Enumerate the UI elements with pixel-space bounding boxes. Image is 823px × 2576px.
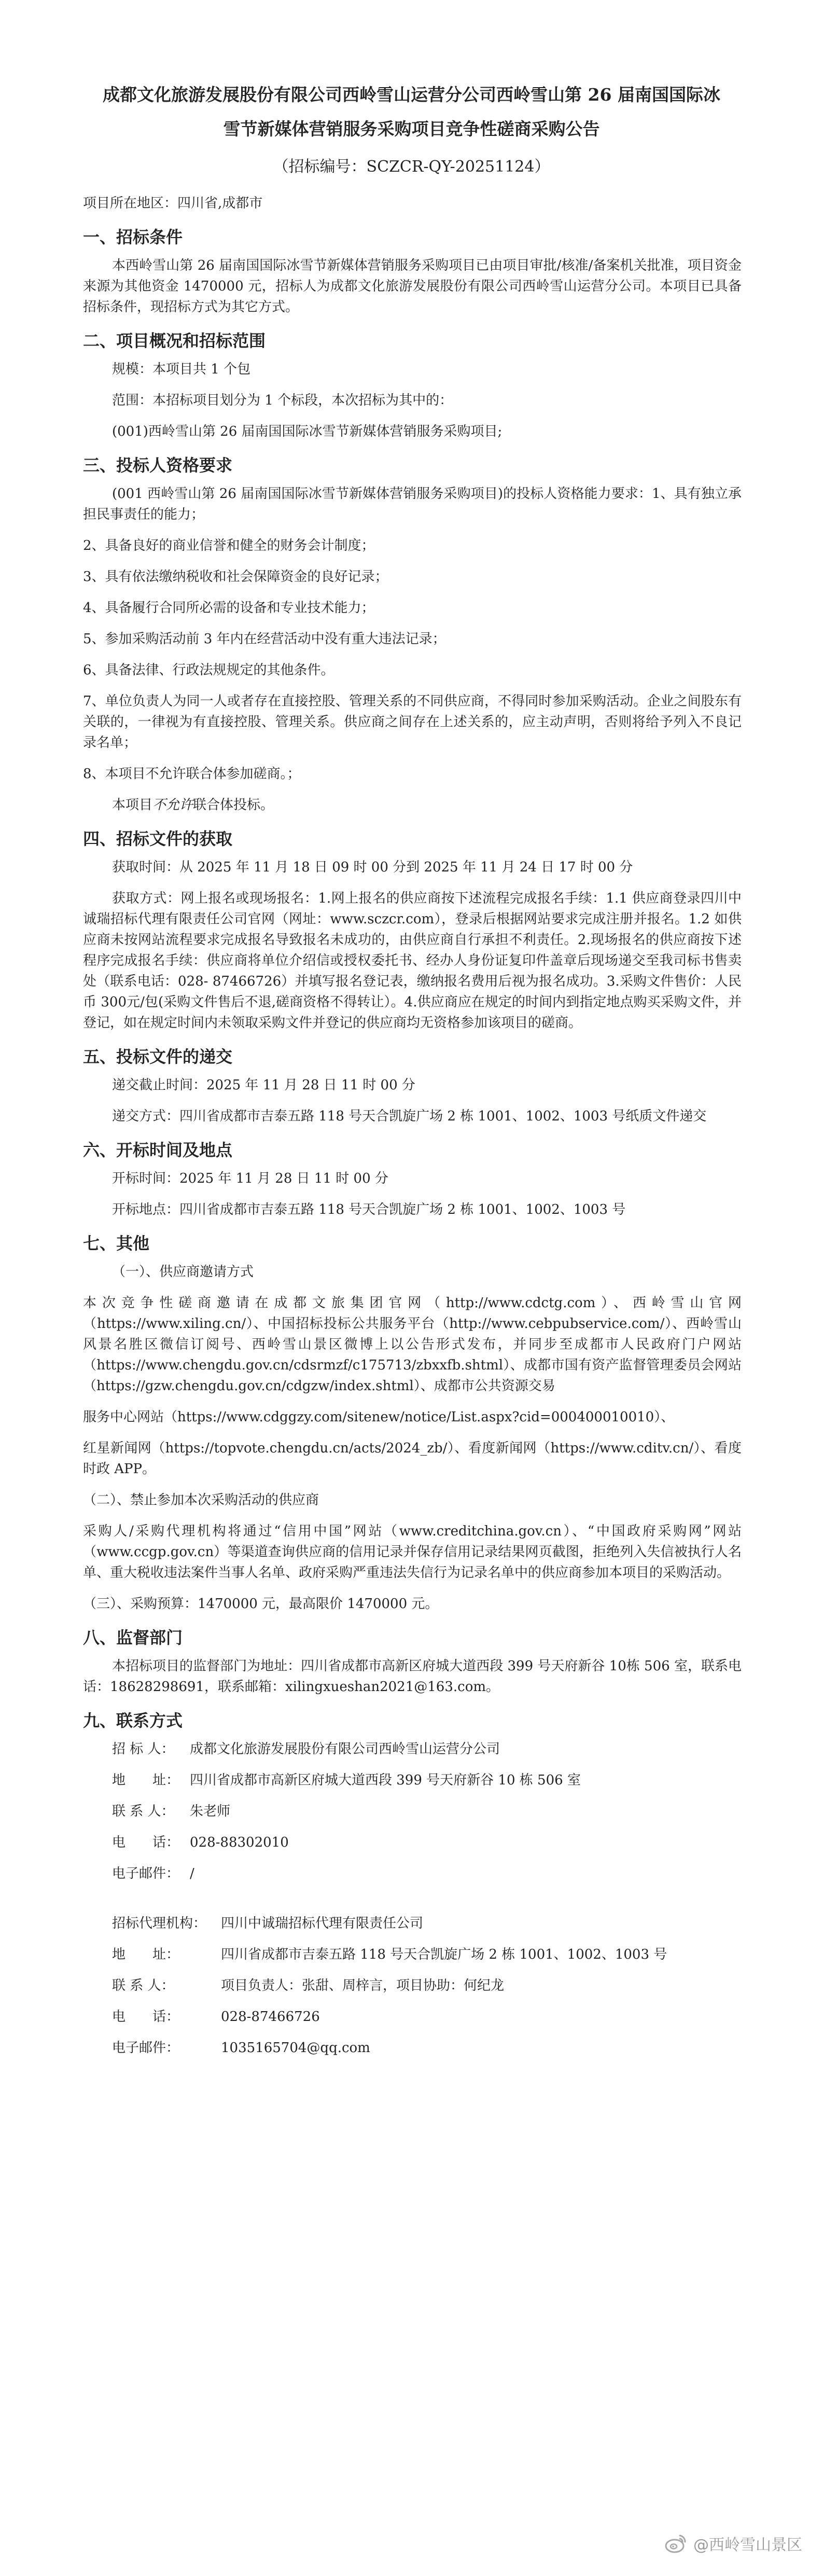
bid-submission-method: 递交方式：四川省成都市吉泰五路 118 号天合凯旋广场 2 栋 1001、1002、1003 号纸质文件递交 — [112, 1109, 707, 1124]
qualification-item-6: 6、具备法律、行政法规规定的其他条件。 — [83, 662, 334, 678]
consortium-note-emphasis: 不允许 — [152, 797, 193, 813]
tenderer-contact-row — [112, 1801, 742, 1822]
section-heading-6: 六、开标时间及地点 — [83, 1140, 233, 1160]
tenderer-contact-block — [83, 1739, 742, 1884]
invitation-subheading: （一）、供应商邀请方式 — [112, 1264, 254, 1280]
section-heading-3: 三、投标人资格要求 — [83, 455, 233, 475]
qualification-item-4: 4、具备履行合同所必需的设备和专业技术能力； — [83, 600, 375, 616]
document-title: 成都文化旅游发展股份有限公司西岭雪山运营分公司西岭雪山第 26 届南国国际冰雪节新媒体营销服务采购项目竞争性磋商采购公告 — [103, 85, 720, 139]
tenderer-phone-label: 电 话： — [112, 1835, 180, 1850]
tenderer-email-row — [112, 1863, 742, 1884]
tender-code: （招标编号：SCZCR-QY-20251124） — [273, 158, 550, 176]
qualification-intro: (001 西岭雪山第 26 届南国国际冰雪节新媒体营销服务采购项目)的投标人资格能力要求：1、具有独立承担民事责任的能力； — [83, 486, 742, 522]
qualification-item-3: 3、具有依法缴纳税收和社会保障资金的良好记录； — [83, 569, 388, 585]
section-heading-9: 九、联系方式 — [83, 1711, 183, 1730]
tenderer-email-value: / — [190, 1866, 194, 1881]
qualification-item-7: 7、单位负责人为同一人或者存在直接控股、管理关系的不同供应商，不得同时参加采购活动。企业之间股东有关联的，一律视为有直接控股、管理关系。供应商之间存在上述关系的，应主动声明，否则将给予列入不良记录名单； — [83, 694, 742, 751]
document-body — [83, 193, 742, 2069]
tenderer-contact-value: 朱老师 — [190, 1804, 231, 1819]
section-heading-2: 二、项目概况和招标范围 — [83, 331, 266, 351]
agency-contact-row — [112, 1975, 742, 1996]
project-lot: (001)西岭雪山第 26 届南国国际冰雪节新媒体营销服务采购项目; — [112, 424, 503, 439]
consortium-note — [83, 795, 742, 815]
project-scale: 规模：本项目共 1 个包 — [112, 362, 251, 377]
weibo-logo-icon — [664, 2531, 688, 2555]
agency-phone-value: 028-87466726 — [221, 2009, 320, 2025]
agency-email-label: 电子邮件： — [112, 2040, 180, 2056]
contact-spacer — [83, 1894, 742, 1913]
agency-contact-label: 联 系 人： — [112, 1978, 175, 1993]
bid-opening-place: 开标地点：四川省成都市吉泰五路 118 号天合凯旋广场 2 栋 1001、1002、1003 号 — [112, 1202, 626, 1217]
tenderer-value: 成都文化旅游发展股份有限公司西岭雪山运营分公司 — [190, 1741, 500, 1757]
tenderer-address-row — [112, 1770, 742, 1791]
agency-phone-label: 电 话： — [112, 2009, 180, 2025]
prohibition-subheading: （二）、禁止参加本次采购活动的供应商 — [83, 1492, 319, 1508]
weibo-watermark — [664, 2531, 802, 2555]
tenderer-address-label: 地 址： — [112, 1772, 180, 1788]
invitation-text-3: 红星新闻网（https://topvote.chengdu.cn/acts/2024_zb/）、看度新闻网（https://www.cditv.cn/）、看度时政 APP。 — [83, 1441, 742, 1477]
agency-row — [112, 1913, 742, 1934]
agency-address-row — [112, 1944, 742, 1965]
section-heading-7: 七、其他 — [83, 1234, 150, 1253]
agency-value: 四川中诚瑞招标代理有限责任公司 — [221, 1916, 424, 1931]
section-heading-1: 一、招标条件 — [83, 227, 183, 247]
agency-email-row — [112, 2038, 742, 2058]
qualification-item-5: 5、参加采购活动前 3 年内在经营活动中没有重大违法记录； — [83, 631, 446, 647]
project-scope: 范围：本招标项目划分为 1 个标段，本次招标为其中的： — [112, 393, 453, 408]
section-heading-4: 四、招标文件的获取 — [83, 829, 233, 849]
agency-address-value: 四川省成都市吉泰五路 118 号天合凯旋广场 2 栋 1001、1002、1003 号 — [221, 1947, 667, 1962]
tenderer-phone-row — [112, 1832, 742, 1853]
project-location: 项目所在地区：四川省,成都市 — [83, 196, 263, 211]
watermark-text: @西岭雪山景区 — [693, 2536, 802, 2554]
tenderer-email-label: 电子邮件： — [112, 1866, 180, 1881]
tenderer-contact-label: 联 系 人： — [112, 1804, 175, 1819]
section-heading-5: 五、投标文件的递交 — [83, 1047, 233, 1067]
consortium-note-pre: 本项目 — [112, 797, 153, 813]
document-obtain-method: 获取方式：网上报名或现场报名：1.网上报名的供应商按下述流程完成报名手续：1.1 供应商登录四川中诚瑞招标代理有限责任公司官网（网址：www.sczcr.com），登录后根据网站要求完成注册并报名。1.2 如供应商未按网站流程要求完成报名导致报名未成功的，由供应商自行承担不利责任。2.现场报名的供应商按下述程序完成报名手续：供应商将单位介绍信或授权委托书、经办人身份证复印件盖章后现场递交至我司标书售卖处（联系电话：028- 87466726）并填写报名登记表，缴纳报名费用后视为报名成功。3.采购文件售价：人民币 300元/包(采购文件售后不退,磋商资格不得转让）。4.供应商应在规定的时间内到指定地点购买采购文件，并登记，如在规定时间内未领取采购文件并登记的供应商均无资格参加该项目的磋商。 — [83, 891, 742, 1031]
agency-phone-row — [112, 2006, 742, 2027]
qualification-item-2: 2、具备良好的商业信誉和健全的财务会计制度； — [83, 538, 375, 553]
tenderer-row — [112, 1739, 742, 1760]
agency-contact-value: 项目负责人：张甜、周梓言，项目协助：何纪龙 — [221, 1978, 505, 1993]
tenderer-phone-value: 028-88302010 — [190, 1835, 289, 1850]
invitation-text-2: 服务中心网站（https://www.cdggzy.com/sitenew/notice/List.aspx?cid=000400010010）、 — [83, 1409, 675, 1425]
tender-conditions-text: 本西岭雪山第 26 届南国国际冰雪节新媒体营销服务采购项目已由项目审批/核准/备案机关批准，项目资金来源为其他资金 1470000 元，招标人为成都文化旅游发展股份有限公司西岭雪山运营分公司。本项目已具备招标条件，现招标方式为其它方式。 — [83, 258, 742, 315]
agency-contact-block — [83, 1913, 742, 2058]
tenderer-address-value: 四川省成都市高新区府城大道西段 399 号天府新谷 10 栋 506 室 — [190, 1772, 581, 1788]
agency-address-label: 地 址： — [112, 1947, 180, 1962]
invitation-text-1: 本次竞争性磋商邀请在成都文旅集团官网（http://www.cdctg.com）、西岭雪山官网（https://www.xiling.cn/）、中国招标投标公共服务平台（http://www.cebpubservice.com/）、西岭雪山风景名胜区微信订阅号、西岭雪山景区微博上以公告形式发布，并同步至成都市人民政府门户网站（https://www.chengdu.gov.cn/cdsrmzf/c175713/zbxxfb.shtml）、成都市国有资产监督管理委员会网站（https://gzw.chengdu.gov.cn/cdgzw/index.shtml）、成都市公共资源交易 — [83, 1295, 742, 1394]
document-obtain-time: 获取时间：从 2025 年 11 月 18 日 09 时 00 分到 2025 年 11 月 24 日 17 时 00 分 — [112, 860, 633, 875]
qualification-item-8: 8、本项目不允许联合体参加磋商。； — [83, 766, 301, 782]
bid-opening-time: 开标时间：2025 年 11 月 28 日 11 时 00 分 — [112, 1171, 388, 1186]
consortium-note-post: 联合体投标。 — [193, 797, 274, 813]
prohibition-text: 采购人/采购代理机构将通过“信用中国”网站（www.creditchina.gov.cn）、“中国政府采购网”网站（www.ccgp.gov.cn）等渠道查询供应商的信用记录并保存信用记录结果网页截图，拒绝列入失信被执行人名单、重大税收违法案件当事人名单、政府采购严重违法失信行为记录名单中的供应商参加本项目的采购活动。 — [83, 1524, 742, 1581]
supervision-text: 本招标项目的监督部门为地址：四川省成都市高新区府城大道西段 399 号天府新谷 10栋 506 室，联系电话：18628298691，联系邮箱：xilingxueshan2021@163.com。 — [83, 1658, 742, 1695]
procurement-budget: （三）、采购预算：1470000 元，最高限价 1470000 元。 — [83, 1596, 439, 1612]
bid-deadline: 递交截止时间：2025 年 11 月 28 日 11 时 00 分 — [112, 1077, 415, 1093]
agency-label: 招标代理机构： — [112, 1916, 207, 1931]
section-heading-8: 八、监督部门 — [83, 1628, 183, 1647]
tenderer-label: 招 标 人： — [112, 1741, 175, 1757]
agency-email-value: 1035165704@qq.com — [221, 2040, 370, 2056]
